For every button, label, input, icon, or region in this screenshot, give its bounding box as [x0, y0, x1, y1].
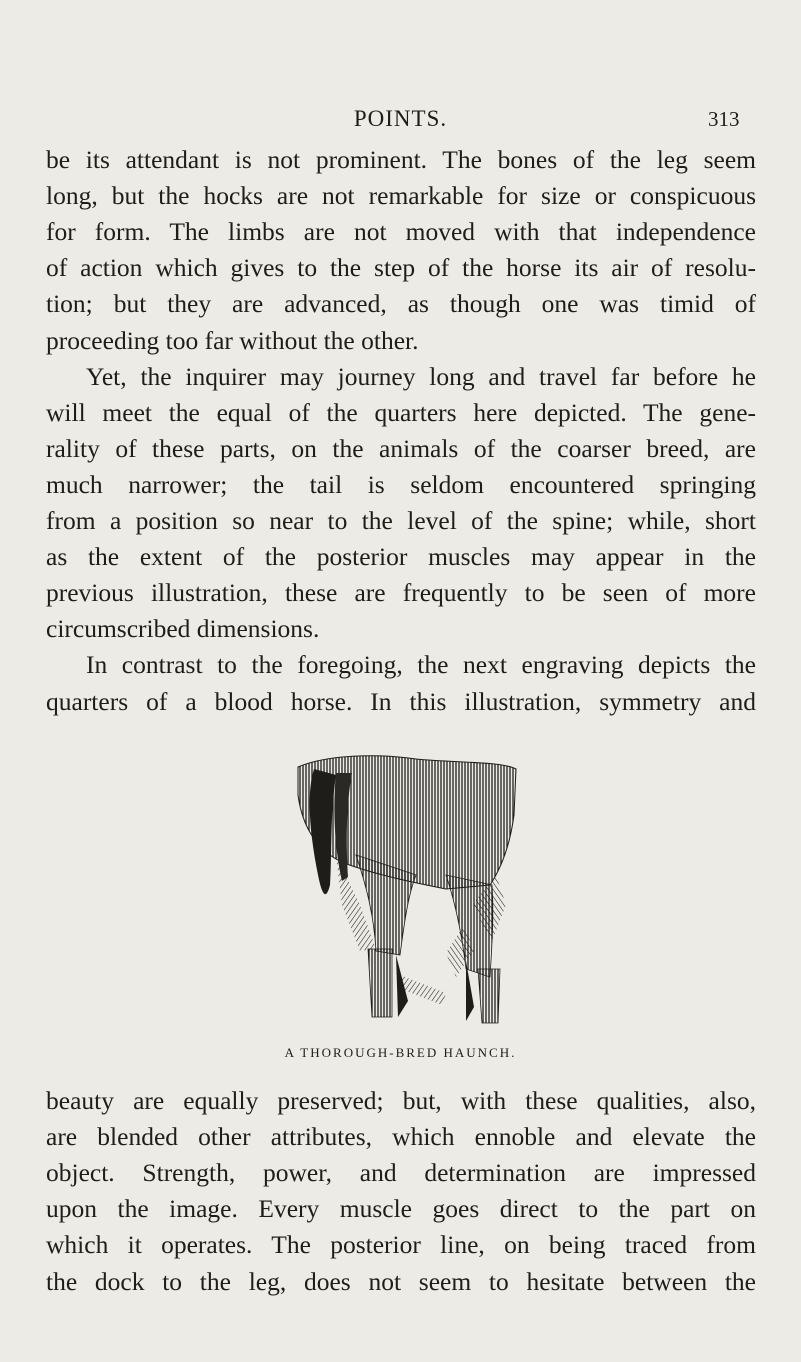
- text-line: rality of these parts, on the animals of the coarser breed, are: [46, 433, 756, 463]
- text-line: are blended other attributes, which ennoble and elevate the: [46, 1122, 756, 1152]
- text-line: tion; but they are advanced, as though one was timid of: [46, 289, 756, 319]
- text-line: for form. The limbs are not moved with that independence: [46, 217, 756, 247]
- text-line: of action which gives to the step of the horse its air of resolu-: [46, 253, 756, 283]
- text-line: long, but the hocks are not remarkable for size or conspicuous: [46, 181, 756, 211]
- text-line: previous illustration, these are frequently to be seen of more: [46, 578, 756, 608]
- page-number: 313: [708, 107, 740, 131]
- text-line: upon the image. Every muscle goes direct to the part on: [46, 1194, 756, 1224]
- text-line: as the extent of the posterior muscles may appear in the: [46, 542, 756, 572]
- text-line: from a position so near to the level of the spine; while, short: [46, 506, 756, 535]
- text-line: proceeding too far without the other.: [46, 325, 419, 355]
- thoroughbred-haunch-engraving: [296, 755, 518, 1027]
- text-line: the dock to the leg, does not seem to hesitate between the: [46, 1266, 756, 1296]
- text-line: object. Strength, power, and determination are impressed: [46, 1158, 756, 1188]
- text-line: which it operates. The posterior line, on being traced from: [46, 1230, 756, 1260]
- running-title: POINTS.: [353, 106, 448, 131]
- text-line: In contrast to the foregoing, the next engraving depicts the: [86, 650, 756, 680]
- text-line: be its attendant is not prominent. The bones of the leg seem: [46, 145, 756, 174]
- text-line: much narrower; the tail is seldom encountered springing: [46, 469, 756, 499]
- text-line: Yet, the inquirer may journey long and travel far before he: [86, 361, 756, 391]
- text-line: circumscribed dimensions.: [46, 614, 320, 644]
- figure-caption: A THOROUGH-BRED HAUNCH.: [284, 1045, 517, 1060]
- text-line: quarters of a blood horse. In this illustration, symmetry and: [46, 686, 756, 716]
- text-line: beauty are equally preserved; but, with these qualities, also,: [46, 1086, 756, 1115]
- text-line: will meet the equal of the quarters here depicted. The gene-: [46, 397, 756, 427]
